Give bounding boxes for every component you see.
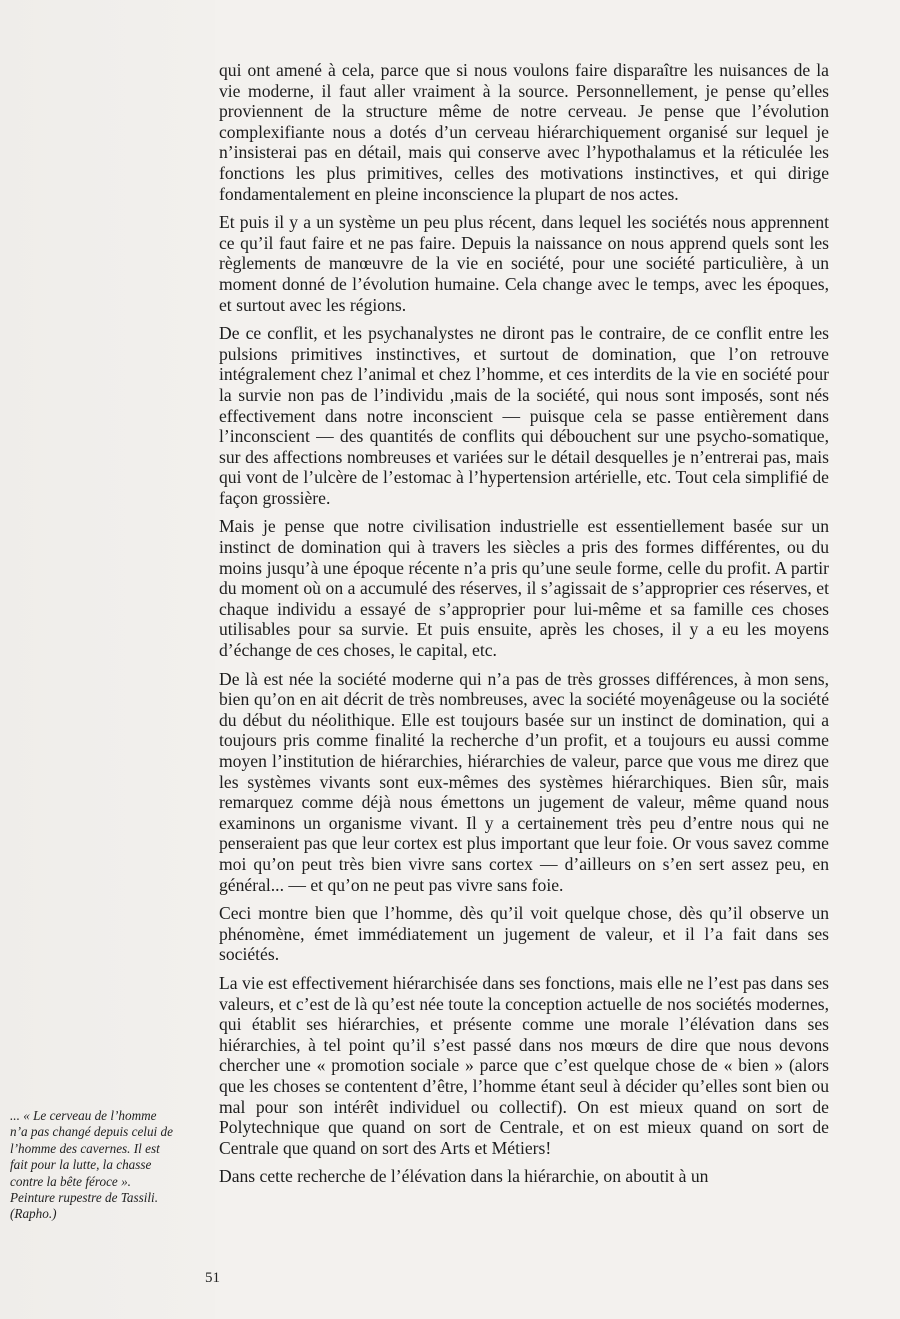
- paragraph-4: Mais je pense que notre civilisation industrielle est essentiellement basée sur un instinct de domination qui à travers les siècles a pris des formes différentes, ou du moins jusqu’à une époque récente n’a pris qu’une seule forme, celle du profit. A partir du moment où on a accumulé des réserves, il s’agissait de s’approprier ces réserves, et chaque individu a essayé de s’approprier pour lui-même et sa famille ces choses utilisables pour sa survie. Et puis ensuite, après les choses, il y a eu les moyens d’échange de ces choses, le capital, etc.: [219, 516, 829, 661]
- paragraph-6: Ceci montre bien que l’homme, dès qu’il voit quelque chose, dès qu’il observe un phénomène, émet immédiatement un jugement de valeur, et il l’a fait dans ses sociétés.: [219, 903, 829, 965]
- page-number: 51: [205, 1270, 220, 1286]
- paragraph-2: Et puis il y a un système un peu plus récent, dans lequel les sociétés nous apprennent ce qu’il faut faire et ne pas faire. Depuis la naissance on nous apprend quels sont les règlements de manœuvre de la vie en société, pour une société particulière, à un moment donné de l’évolution humaine. Cela change avec le temps, avec les époques, et surtout avec les régions.: [219, 212, 829, 315]
- paragraph-7: La vie est effectivement hiérarchisée dans ses fonctions, mais elle ne l’est pas dans ses valeurs, et c’est de là qu’est née toute la conception actuelle de nos sociétés modernes, qui établit ses hiérarchies, et présente comme une morale l’élévation dans ses hiérarchies, à tel point qu’il s’est passé dans nos mœurs de dire que nous devons chercher une « promotion sociale » parce que c’est quelque chose de « bien » (alors que les choses se contentent d’être, l’homme étant seul à décider qu’elles sont bien ou mal pour son intérêt individuel ou collectif). On est mieux quand on sort de Polytechnique que quand on sort de Centrale, et on est mieux quand on sort de Centrale que quand on sort des Arts et Métiers!: [219, 972, 829, 1158]
- image-caption: ... « Le cerveau de l’homme n’a pas changé depuis celui de l’homme des cavernes. Il est fait pour la lutte, la chasse contre la bête féroce ». Peinture rupestre de Tassili. (Rapho.): [10, 1108, 173, 1222]
- paragraph-8: Dans cette recherche de l’élévation dans la hiérarchie, on aboutit à un: [219, 1166, 709, 1187]
- main-text-column: [219, 60, 829, 1195]
- paragraph-1: qui ont amené à cela, parce que si nous voulons faire disparaître les nuisances de la vie moderne, il faut aller vraiment à la source. Personnellement, je pense qu’elles proviennent de la structure même de notre cerveau. Je pense que l’évolution complexifiante nous a dotés d’un cerveau hiérarchiquement organisé sur lequel je n’insisterai pas en détail, mais qui conserve avec l’hypothalamus et la réticulée les fonctions les plus primitives, celles des motivations instinctives, et qui dirige fondamentalement en pleine inconscience la plupart de nos actes.: [219, 60, 829, 204]
- paragraph-3: De ce conflit, et les psychanalystes ne diront pas le contraire, de ce conflit entre les pulsions primitives instinctives, et surtout de domination, que l’on retrouve intégralement chez l’animal et chez l’homme, et ces interdits de la vie en société pour la survie non pas de l’individu ,mais de la société, qui nous sont imposés, sont nés effectivement dans notre inconscient — puisque cela se passe entièrement dans l’inconscient — des quantités de conflits qui débouchent sur une psycho-somatique, sur des affections nombreuses et variées sur le détail desquelles je n’entrerai pas, mais qui vont de l’ulcère de l’estomac à l’hypertension artérielle, etc. Tout cela simplifié de façon grossière.: [219, 323, 829, 508]
- paragraph-5: De là est née la société moderne qui n’a pas de très grosses différences, à mon sens, bien qu’on en ait décrit de très nombreuses, avec la société moyenâgeuse ou la société du début du néolithique. Elle est toujours basée sur un instinct de domination, qui a toujours pris comme finalité la recherche d’un profit, et a toujours eu aussi comme moyen l’institution de hiérarchies, hiérarchies de valeur, parce que vous me direz que les systèmes vivants sont eux-mêmes des systèmes hiérarchiques. Bien sûr, mais remarquez comme déjà nous émettons un jugement de valeur, même quand nous examinons un organisme vivant. Il y a certainement très peu d’entre nous qui ne penseraient pas que leur cortex est plus important que leur foie. Or vous savez comme moi qu’on peut très bien vivre sans cortex — d’ailleurs on s’en sert assez peu, en général... — et qu’on ne peut pas vivre sans foie.: [219, 668, 829, 895]
